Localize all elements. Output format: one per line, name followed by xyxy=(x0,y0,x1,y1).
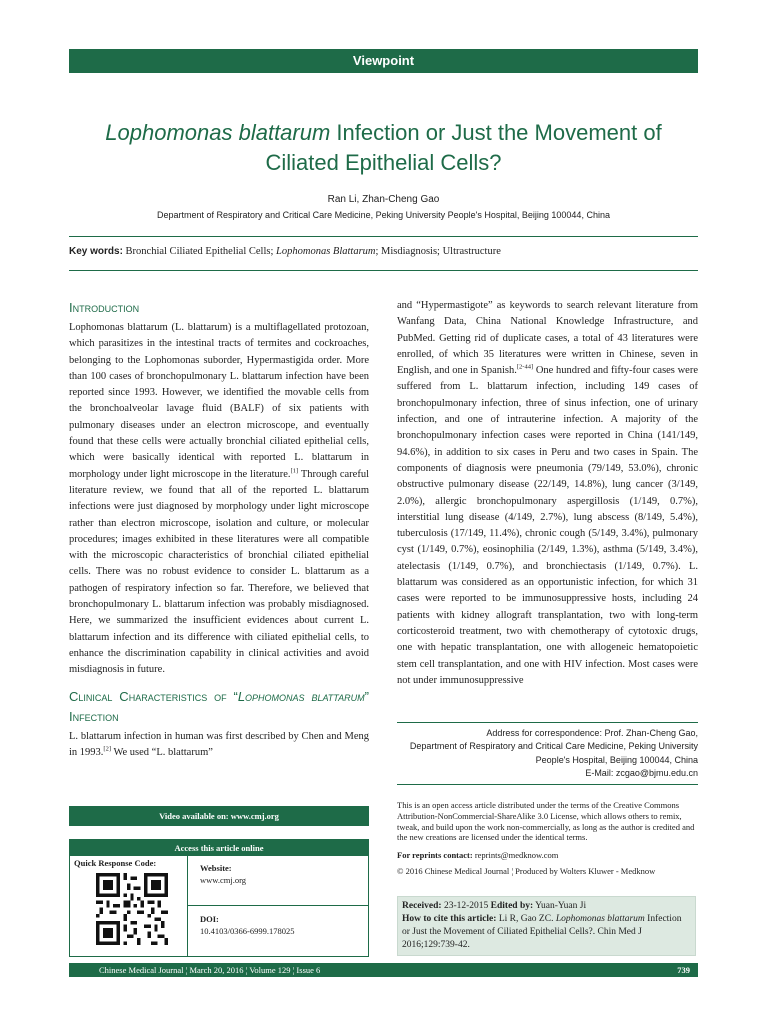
citation[interactable]: [2-44] xyxy=(516,363,534,371)
affiliation: Department of Respiratory and Critical Care Medicine, Peking University People's Hospital, Beijing 100044, China xyxy=(157,210,610,220)
clinical-text: L. blattarum infection in human was first described by Chen and Meng in 1993. xyxy=(69,730,369,758)
cite-text: Li R, Gao ZC. xyxy=(496,914,556,924)
title-rest-line1: Infection or Just the Movement of xyxy=(330,120,662,145)
divider-top xyxy=(69,236,698,237)
divider-keywords xyxy=(69,270,698,271)
intro-text-cont: Through careful literature review, we found that all of the reported L. blattarum infections were just diagnosed by morphology under light microscope rather than electron microscope, isolation and culture, or molecular procedures; images exhibited in these literatures were all compatible with the microscopic characteristics of bronchial ciliated epithelial cells. There was no robust evidence to consider L. blattarum as a pathogen of respiratory infection so far. Therefore, we believed that bronchopulmonary L. blattarum infection was probably misdiagnosed. Here, we summarized the insufficient evidences about current L. blattarum infection and its difference with ciliated epithelial cells, to enhance the discrimination capability in clinical activities and avoid misdiagnosis in future. xyxy=(69,468,369,676)
section-banner: Viewpoint xyxy=(69,49,698,73)
intro-text: Lophomonas blattarum (L. blattarum) is a multiflagellated protozoan, which parasitizes in the intestinal tracts of termites and cockroaches, belonging to the Lophomonas suborder, Hypermastigida order. More than 100 cases of bronchopulmonary L. blattarum infection have been reported since 1993. However, we identified the movable cells from the bronchoalveolar lavage fluid (BALF) of six patients with pulmonary diseases under an electron microscope, and eventually found that these cells were actually bronchial ciliated epithelial cells, which were basically identical with reported L. blattarum in morphology under light microscope in the literature. xyxy=(69,322,369,480)
video-banner[interactable]: Video available on: www.cmj.org xyxy=(69,806,369,826)
copyright: © 2016 Chinese Medical Journal ¦ Produced by Wolters Kluwer - Medknow xyxy=(397,866,656,876)
clinical-heading-a: Clinical Characteristics of “ xyxy=(69,688,238,704)
cite-label: How to cite this article: xyxy=(402,914,497,924)
citation-box xyxy=(397,896,696,956)
keywords-text: Bronchial Ciliated Epithelial Cells; xyxy=(122,246,277,257)
website-link[interactable]: www.cmj.org xyxy=(200,875,247,885)
reprints-label: For reprints contact: xyxy=(397,850,473,860)
keywords-label: Key words: xyxy=(69,246,123,257)
citation[interactable]: [1] xyxy=(290,467,299,475)
clinical-heading xyxy=(69,687,369,727)
authors: Ran Li, Zhan-Cheng Gao xyxy=(327,194,440,205)
title-italic: Lophomonas blattarum xyxy=(105,120,331,145)
received-date: 23-12-2015 xyxy=(441,901,491,911)
intro-paragraph xyxy=(69,320,369,679)
col2-text: and “Hypermastigote” as keywords to search relevant literature from Wanfang Data, China National Knowledge Infrastructure, and PubMed. Getting rid of duplicate cases, a total of 43 literatures were enrolled, of which 35 literatures were written in Chinese, seven in English, and one in Spanish. xyxy=(397,300,698,377)
corr-line2: Department of Respiratory and Critical Care Medicine, Peking University xyxy=(409,741,698,752)
received-label: Received: xyxy=(402,901,442,911)
clinical-text-cont: We used “L. blattarum” xyxy=(111,746,213,758)
keywords-italic: Lophomonas Blattarum xyxy=(276,246,376,257)
editor: Yuan-Yuan Ji xyxy=(533,901,587,911)
footer-journal: Chinese Medical Journal ¦ March 20, 2016 ¦ Volume 129 ¦ Issue 6 xyxy=(99,965,321,975)
clinical-paragraph xyxy=(69,729,369,762)
website-cell xyxy=(188,856,368,906)
corr-email[interactable]: E-Mail: zcgao@bjmu.edu.cn xyxy=(585,768,698,779)
keywords-text-end: ; Misdiagnosis; Ultrastructure xyxy=(375,246,501,257)
reprints xyxy=(397,850,698,860)
intro-heading: Introduction xyxy=(69,300,140,315)
corr-line1: Address for correspondence: Prof. Zhan-Cheng Gao, xyxy=(486,728,698,738)
col2-text-cont: One hundred and fifty-four cases were suffered from L. blattarum infection, including 149 cases of bronchopulmonary infection, three of sinus infection, one of urinary infection, and one of intrauterine infection. A majority of the bronchopulmonary infection cases were reported in China (141/149, 94.6%), in addition to six cases in Peru and two cases in Spain. The components of diagnosis were pneumonia (79/149, 53.0%), chronic obstructive pulmonary disease (22/149, 14.8%), lung cancer (3/149, 2.0%), allergic bronchopulmonary aspergillosis (1/149, 0.7%), interstitial lung disease (4/149, 2.7%), lung abscess (8/149, 5.4%), tuberculosis (17/149, 11.4%), chronic cough (5/149, 3.4%), pulmonary cyst (1/149, 0.7%), eosinophilia (2/149, 1.3%), asthma (5/149, 3.4%), atelectasis (1/149, 0.7%), and bronchiectasis (1/149, 0.7%). L. blattarum was considered as an opportunistic infection, for which 31 cases were reported to be immunosuppressive hosts, including 24 patients with kidney allograft transplantation, two with long-term corticosteroid treatment, two with chemotherapy of cytotoxic drugs, one with hepatic transplantation, one with allogeneic hematopoietic stem cell transplantation, and one with HIV infection. Most cases were not under immunosuppressive xyxy=(397,365,698,686)
col2-paragraph xyxy=(397,298,698,689)
page-number: 739 xyxy=(677,965,690,975)
reprints-email[interactable]: reprints@medknow.com xyxy=(472,850,559,860)
doi-label: DOI: xyxy=(200,914,219,924)
citation[interactable]: [2] xyxy=(103,745,112,753)
qr-code-icon[interactable] xyxy=(96,873,168,945)
access-heading: Access this article online xyxy=(70,840,368,856)
edited-label: Edited by: xyxy=(490,901,534,911)
cite-text-end: Infection or Just the Movement of Ciliated Epithelial Cells?. Chin Med J 2016;129:739-42. xyxy=(402,914,682,950)
cite-italic: Lophomonas blattarum xyxy=(555,914,645,924)
article-title xyxy=(69,118,698,178)
clinical-heading-italic: Lophomonas blattarum xyxy=(237,688,365,704)
column-left xyxy=(69,298,369,761)
column-right xyxy=(397,298,698,689)
doi-cell xyxy=(188,907,368,956)
correspondence xyxy=(397,727,698,781)
divider-corr-bottom xyxy=(397,784,698,785)
clinical-heading-b: ” Infection xyxy=(69,688,369,724)
doi-link[interactable]: 10.4103/0366-6999.178025 xyxy=(200,926,295,936)
footer xyxy=(69,963,698,977)
corr-line3: People's Hospital, Beijing 100044, China xyxy=(535,754,698,765)
qr-cell xyxy=(70,856,188,956)
website-label: Website: xyxy=(200,863,232,873)
divider-corr xyxy=(397,722,698,723)
title-line2: Ciliated Epithelial Cells? xyxy=(265,150,502,175)
qr-label: Quick Response Code: xyxy=(74,858,157,868)
access-box xyxy=(69,839,369,957)
keywords xyxy=(69,246,698,257)
license-text: This is an open access article distributed under the terms of the Creative Commons Attribution-NonCommercial-ShareAlike 3.0 License, which allows others to remix, tweak, and build upon the work non-commercially, as long as the author is credited and the new creations are licensed under the identical terms. xyxy=(397,800,695,843)
